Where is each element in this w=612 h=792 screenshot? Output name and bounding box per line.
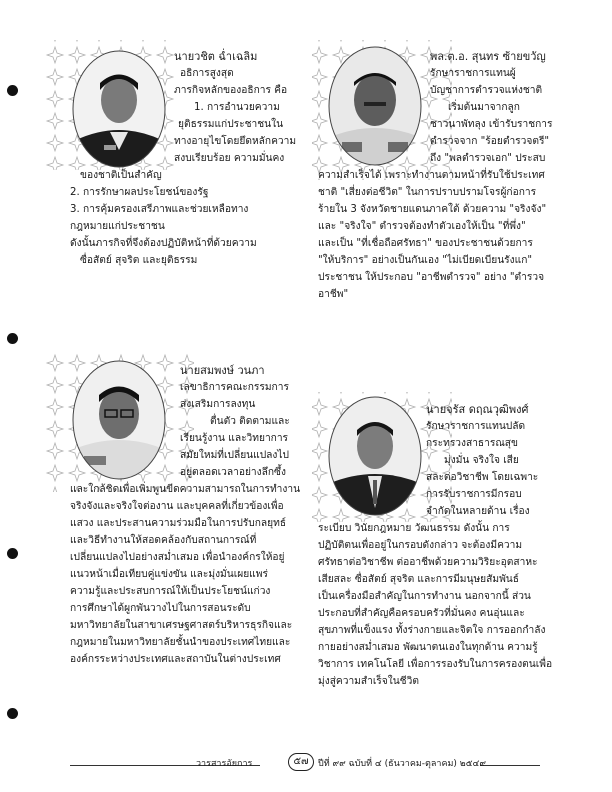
text-line: องค์กรระหว่างประเทศและสถาบันในต่างประเทศ [70, 654, 281, 665]
text-line: วิชาการ เทคโนโลยี เพื่อการรองรับในการครองตนเพื่อ [318, 659, 553, 670]
text-line: 2. การรักษาผลประโยชน์ของรัฐ [70, 187, 209, 198]
text-line: ถึง "พลตำรวจเอก" ประสบ [430, 153, 546, 164]
text-line: เป็นเครื่องมือสำคัญในการทำงาน นอกจากนี้ ส่วน [318, 591, 531, 602]
profile-text-top-left [70, 48, 300, 269]
binder-hole [7, 85, 18, 96]
person-title: อธิการสูงสุด [180, 68, 234, 79]
text-line: เรียนรู้งาน และวิทยาการ [180, 433, 289, 444]
person-title: รักษาราชการแทนปลัด [426, 421, 526, 432]
page-number: ๕๗ [288, 753, 314, 771]
text-line: กายอย่างสม่ำเสมอ พัฒนาตนเองในทุกด้าน ความรู้ [318, 642, 538, 653]
text-line: กฎหมายแก่ประชาชน [70, 221, 165, 232]
text-line: มุ่งสู่ความสำเร็จในชีวิต [318, 676, 419, 687]
text-line: และเป็น "ที่เชื่อถือศรัทธา" ของประชาชนด้วยการ [318, 238, 533, 249]
text-line: และใกล้ชิดเพื่อเพิ่มพูนขีดความสามารถในการทำงาน [70, 484, 301, 495]
text-line: สมัยใหม่ที่เปลี่ยนแปลงไป [180, 450, 289, 461]
profile-text-bottom-right [318, 401, 590, 690]
text-line: ดังนั้นภารกิจที่จึงต้องปฏิบัติหน้าที่ด้วยความ [70, 238, 257, 249]
person-name: นายสมพงษ์ วนภา [180, 364, 265, 377]
person-name: นายวชิต ฉ่ำเฉลิม [174, 50, 258, 63]
text-line: ประกอบที่สำคัญคือครอบครัวที่มั่นคง คนอุ่นและ [318, 608, 525, 619]
text-line: กฎหมายในมหาวิทยาลัยชั้นนำของประเทศไทยและ [70, 637, 291, 648]
text-line: มุ่งมั่น จริงใจ เสีย [444, 455, 519, 466]
text-line: สุขภาพที่แข็งแรง ทั้งร่างกายและจิตใจ การออกกำลัง [318, 625, 546, 636]
text-line: ตื่นตัว ติดตามและ [210, 416, 290, 427]
profile-text-bottom-left [70, 362, 310, 668]
text-line: ภารกิจหลักของอธิการ คือ [174, 85, 288, 96]
text-line: ความรู้และประสบการณ์ให้เป็นประโยชน์แก่วง [70, 586, 271, 597]
person-title: รักษาราชการแทนผู้ [430, 68, 516, 79]
text-line: จำกัดในหลายด้าน เรื่อง [426, 506, 530, 517]
text-line: เปลี่ยนแปลงไปอย่างสม่ำเสมอ เพื่อนำองค์กรให้อยู่ [70, 552, 285, 563]
text-line: ทางอายุไขโดยยึดหลักความ [174, 136, 297, 147]
text-line: ความสำเร็จได้ เพราะทำงานตามหน้าที่รับใช้ประเทศ [318, 170, 545, 181]
text-line: ตำรวจจาก "ร้อยตำรวจตรี" [430, 136, 550, 147]
text-line: การศึกษาได้ผูกพันวางไปในการสอนระดับ [70, 603, 251, 614]
issue-info: ปีที่ ๙๙ ฉบับที่ ๔ (ธันวาคม-ตุลาคม) ๒๕๔๙ [318, 759, 486, 769]
text-line: ประชาชน ให้ประกอบ "อาชีพตำรวจ" อย่าง "ตำรวจ [318, 272, 545, 283]
text-line: และวิธีทำงานให้สอดคล้องกับสถานการณ์ที่ [70, 535, 257, 546]
journal-title: วารสารอัยการ [196, 759, 253, 769]
text-line: 1. การอำนวยความ [194, 102, 280, 113]
page-footer [0, 753, 612, 775]
binder-hole [7, 708, 18, 719]
text-line: อยู่ตลอดเวลาอย่างลึกซึ้ง [180, 467, 286, 478]
text-line: 3. การคุ้มครองเสรีภาพและช่วยเหลือทาง [70, 204, 249, 215]
text-line: ซื่อสัตย์ สุจริต และยุติธรรม [80, 255, 198, 266]
person-name: พล.ต.อ. สุนทร ซ้ายขวัญ [430, 50, 546, 63]
text-line: กระทรวงสาธารณสุข [426, 438, 518, 449]
footer-rule [480, 765, 540, 766]
text-line: บัญชาการตำรวจแห่งชาติ [430, 85, 543, 96]
text-line: การรับราชการมีกรอบ [426, 489, 522, 500]
text-line: ปฏิบัติตนเพื่ออยู่ในกรอบดังกล่าว จะต้องมีความ [318, 540, 523, 551]
text-line: จริงจังและจริงใจต่องาน และบุคคลที่เกี่ยวข้องเพื่อ [70, 501, 284, 512]
text-line: สงบเรียบร้อย ความมั่นคง [174, 153, 285, 164]
text-line: มหาวิทยาลัยในสาขาเศรษฐศาสตร์บริหารธุรกิจและ [70, 620, 293, 631]
profile-text-top-right [318, 48, 590, 303]
text-line: สละต่อวิชาชีพ โดยเฉพาะ [426, 472, 539, 483]
text-line: ส่งเสริมการลงทุน [180, 399, 256, 410]
text-line: เสียสละ ซื่อสัตย์ สุจริต และการมีมนุษยสัมพันธ์ [318, 574, 519, 585]
text-line: ร้ายใน 3 จังหวัดชายแดนภาคใต้ ด้วยความ "จริงจัง" [318, 204, 547, 215]
text-line: และ "จริงใจ" ตำรวจต้องทำตัวเองให้เป็น "ที่พึ่ง" [318, 221, 526, 232]
text-line: ของชาติเป็นสำคัญ [80, 170, 162, 181]
text-line: "ให้บริการ" อย่างเป็นกันเอง "ไม่เบียดเบียนรังแก" [318, 255, 533, 266]
text-line: ยุติธรรมแก่ประชาชนใน [178, 119, 284, 130]
text-line: ชาวนาพัทลุง เข้ารับราชการ [430, 119, 553, 130]
person-title: เลขาธิการคณะกรรมการ [180, 382, 289, 393]
text-line: ระเบียบ วินัยกฎหมาย วัฒนธรรม ดังนั้น การ [318, 523, 510, 534]
binder-hole [7, 333, 18, 344]
text-line: ชาติ "เสี่ยงต่อชีวิต" ในการปราบปรามโจรผู้ก่อการ [318, 187, 537, 198]
text-line: เริ่มต้นมาจากลูก [448, 102, 520, 113]
binder-hole [7, 548, 18, 559]
text-line: แสวง และประสานความร่วมมือในการปรับกลยุทธ์ [70, 518, 287, 529]
text-line: อาชีพ" [318, 289, 349, 300]
text-line: ศรัทธาต่อวิชาชีพ ต่ออาชีพด้วยความวิริยะอุตสาหะ [318, 557, 538, 568]
text-line: แนวหน้าเมื่อเทียบคู่แข่งขัน และมุ่งมั่นเผยแพร่ [70, 569, 268, 580]
person-name: นายจรัส ดฤณวุฒิพงศ์ [426, 403, 529, 416]
